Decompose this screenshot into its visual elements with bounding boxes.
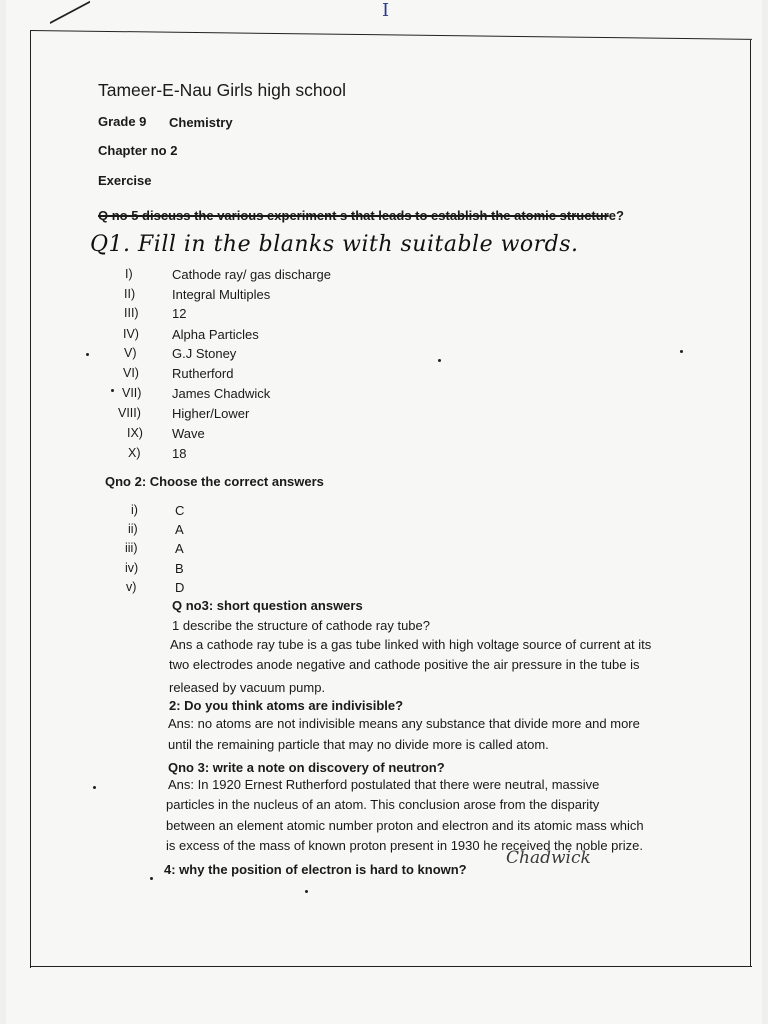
list-item: A [175,541,184,556]
q3-line: Qno 3: write a note on discovery of neutron? [168,760,445,775]
list-item-num: V) [124,346,137,360]
list-item: Wave [172,426,205,441]
stray-dot [86,353,89,356]
stray-dot [305,890,308,893]
stray-dot [150,877,153,880]
q3-line: two electrodes anode negative and cathode positive the air pressure in the tube is [169,657,640,672]
frame-right-line [750,40,751,966]
list-item-num: IV) [123,327,139,341]
stray-dot [680,350,683,353]
q3-line: Ans: In 1920 Ernest Rutherford postulated that there were neutral, massive [168,777,600,792]
list-item-num: i) [131,503,138,517]
list-item-num: I) [125,267,133,281]
list-item: James Chadwick [172,386,271,401]
list-item-num: iii) [125,541,138,555]
list-item-num: VIII) [118,406,141,420]
q3-line: 1 describe the structure of cathode ray tube? [172,618,430,633]
list-item-num: II) [124,287,136,301]
struck-question-end: e? [608,208,624,223]
q1-title: Q1. Fill in the blanks with suitable words. [90,232,579,257]
stray-dot [93,786,96,789]
list-item-num: VII) [122,386,142,400]
stray-dot [438,359,441,362]
exercise-heading: Exercise [98,173,152,188]
list-item-num: iv) [125,561,139,575]
q3-title: Q no3: short question answers [172,598,363,613]
list-item: Rutherford [172,366,234,381]
list-item: A [175,522,184,537]
list-item: Alpha Particles [172,327,259,342]
top-mark: I [382,0,390,21]
list-item: C [175,503,185,518]
struck-question-text: Q no 5 discuss the various experiment s that leads to establish the atomic structur [98,208,609,223]
list-item-num: v) [126,580,137,594]
handwritten-note: Chadwick [506,848,591,868]
list-item-num: VI) [123,366,139,380]
list-item-num: III) [124,306,139,320]
q3-line: Ans a cathode ray tube is a gas tube linked with high voltage source of current at its [170,637,652,652]
list-item: Cathode ray/ gas discharge [172,267,331,282]
q3-line: 4: why the position of electron is hard to known? [164,862,467,877]
frame-bottom-line [30,966,752,967]
subject: Chemistry [169,115,233,130]
q3-line: Ans: no atoms are not indivisible means any substance that divide more and more [168,716,640,731]
list-item: Integral Multiples [172,287,271,302]
grade: Grade 9 [98,114,147,129]
frame-left-line [30,30,31,968]
q3-line: 2: Do you think atoms are indivisible? [169,698,404,713]
list-item-num: X) [128,446,141,460]
list-item: B [175,561,184,576]
q3-line: released by vacuum pump. [169,680,326,695]
list-item: G.J Stoney [172,346,237,361]
list-item: Higher/Lower [172,406,250,421]
list-item-num: ii) [128,522,138,536]
school-name: Tameer-E-Nau Girls high school [98,80,347,100]
list-item: 12 [172,306,187,321]
stray-dot [111,389,114,392]
list-item: D [175,580,185,595]
q3-line: between an element atomic number proton and electron and its atomic mass which [166,818,644,833]
q3-line: until the remaining particle that may no divide more is called atom. [168,737,549,752]
struck-question [98,208,624,223]
chapter: Chapter no 2 [98,143,178,158]
q2-title: Qno 2: Choose the correct answers [105,474,324,489]
q3-line: is excess of the mass of known proton present in 1930 he received the noble prize. [166,838,643,853]
list-item-num: IX) [127,426,143,440]
q3-line: particles in the nucleus of an atom. This conclusion arose from the disparity [166,797,600,812]
list-item: 18 [172,446,187,461]
